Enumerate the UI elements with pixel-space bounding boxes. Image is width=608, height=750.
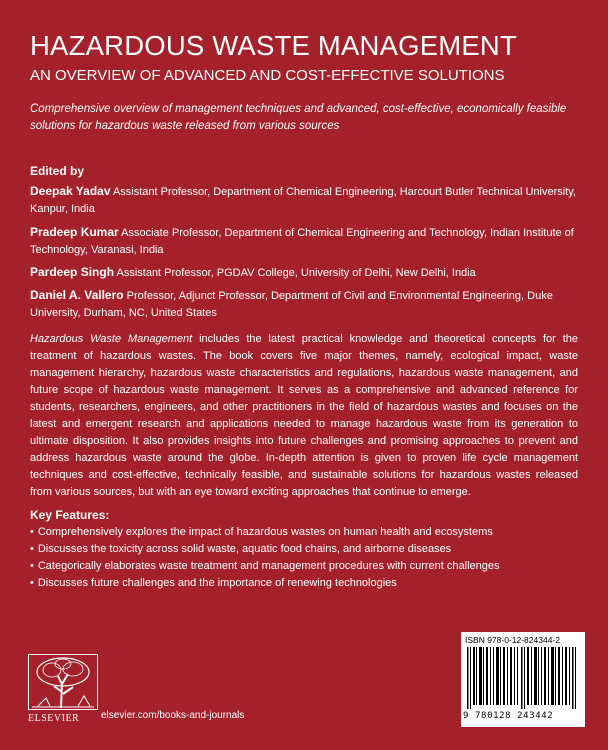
key-feature-item: • Discusses the toxicity across solid waste, aquatic food chains, and airborne diseases	[30, 541, 500, 558]
barcode-icon	[467, 647, 579, 709]
edited-by-label: Edited by	[30, 164, 85, 178]
editor-name: Deepak Yadav	[30, 184, 111, 198]
editor-affiliation: Assistant Professor, PGDAV College, University of Delhi, New Delhi, India	[116, 267, 476, 279]
key-features-label: Key Features:	[30, 508, 110, 522]
publisher-url[interactable]: elsevier.com/books-and-journals	[101, 710, 245, 721]
editor-entry	[30, 264, 590, 282]
editor-name: Pardeep Singh	[30, 265, 115, 279]
editor-entry	[30, 287, 590, 322]
book-title: HAZARDOUS WASTE MANAGEMENT	[30, 30, 517, 61]
tagline: Comprehensive overview of management techniques and advanced, cost-effective, economically feasible solutions for hazardous waste released from various sources	[30, 103, 567, 132]
key-features-list	[30, 524, 500, 592]
isbn-barcode-box	[461, 632, 585, 727]
key-feature-item: • Discusses future challenges and the importance of renewing technologies	[30, 575, 500, 592]
editor-name: Pradeep Kumar	[30, 225, 119, 239]
elsevier-tree-logo-icon	[28, 654, 98, 710]
isbn-label: ISBN 978-0-12-824344-2	[465, 635, 560, 645]
barcode-digits: 9 780128 243442	[463, 711, 554, 721]
editor-affiliation: Professor, Adjunct Professor, Department of Civil and Environmental Engineering, Duke University, Durham, NC, United States	[30, 290, 553, 319]
editor-affiliation: Associate Professor, Department of Chemical Engineering and Technology, Indian Institute of Technology, Varanasi, India	[30, 227, 574, 256]
editor-name: Daniel A. Vallero	[30, 288, 124, 302]
book-description	[30, 331, 578, 501]
key-feature-item: • Comprehensively explores the impact of hazardous wastes on human health and ecosystems	[30, 524, 500, 541]
description-book-title: Hazardous Waste Management	[30, 333, 193, 345]
editor-entry	[30, 224, 590, 259]
description-text: includes the latest practical knowledge and theoretical concepts for the treatment of hazardous wastes. The book covers five major themes, namely, ecological impact, waste management hierarchy, hazardous waste characteristics and regulations, hazardous waste management, and future scope of hazardous waste management. It serves as a comprehensive and advanced reference for students, researchers, engineers, and other practitioners in the field of hazardous wastes and focuses on the latest and emergent research and applications needed to manage hazardous waste from its generation to ultimate disposition. It also provides insights into future challenges and promising approaches to prevent and address hazardous waste around the globe. In-depth attention is given to proven life cycle management techniques and cost-effective, technically feasible, and sustainable solutions for hazardous wastes released from various sources, but with an eye toward exciting approaches that continue to emerge.	[30, 333, 578, 498]
editor-affiliation: Assistant Professor, Department of Chemical Engineering, Harcourt Butler Technical University, Kanpur, India	[30, 186, 576, 215]
editor-entry	[30, 183, 590, 218]
publisher-name: ELSEVIER	[28, 713, 80, 724]
key-feature-item: • Categorically elaborates waste treatment and management procedures with current challenges	[30, 558, 500, 575]
book-subtitle: AN OVERVIEW OF ADVANCED AND COST-EFFECTIVE SOLUTIONS	[30, 67, 505, 84]
